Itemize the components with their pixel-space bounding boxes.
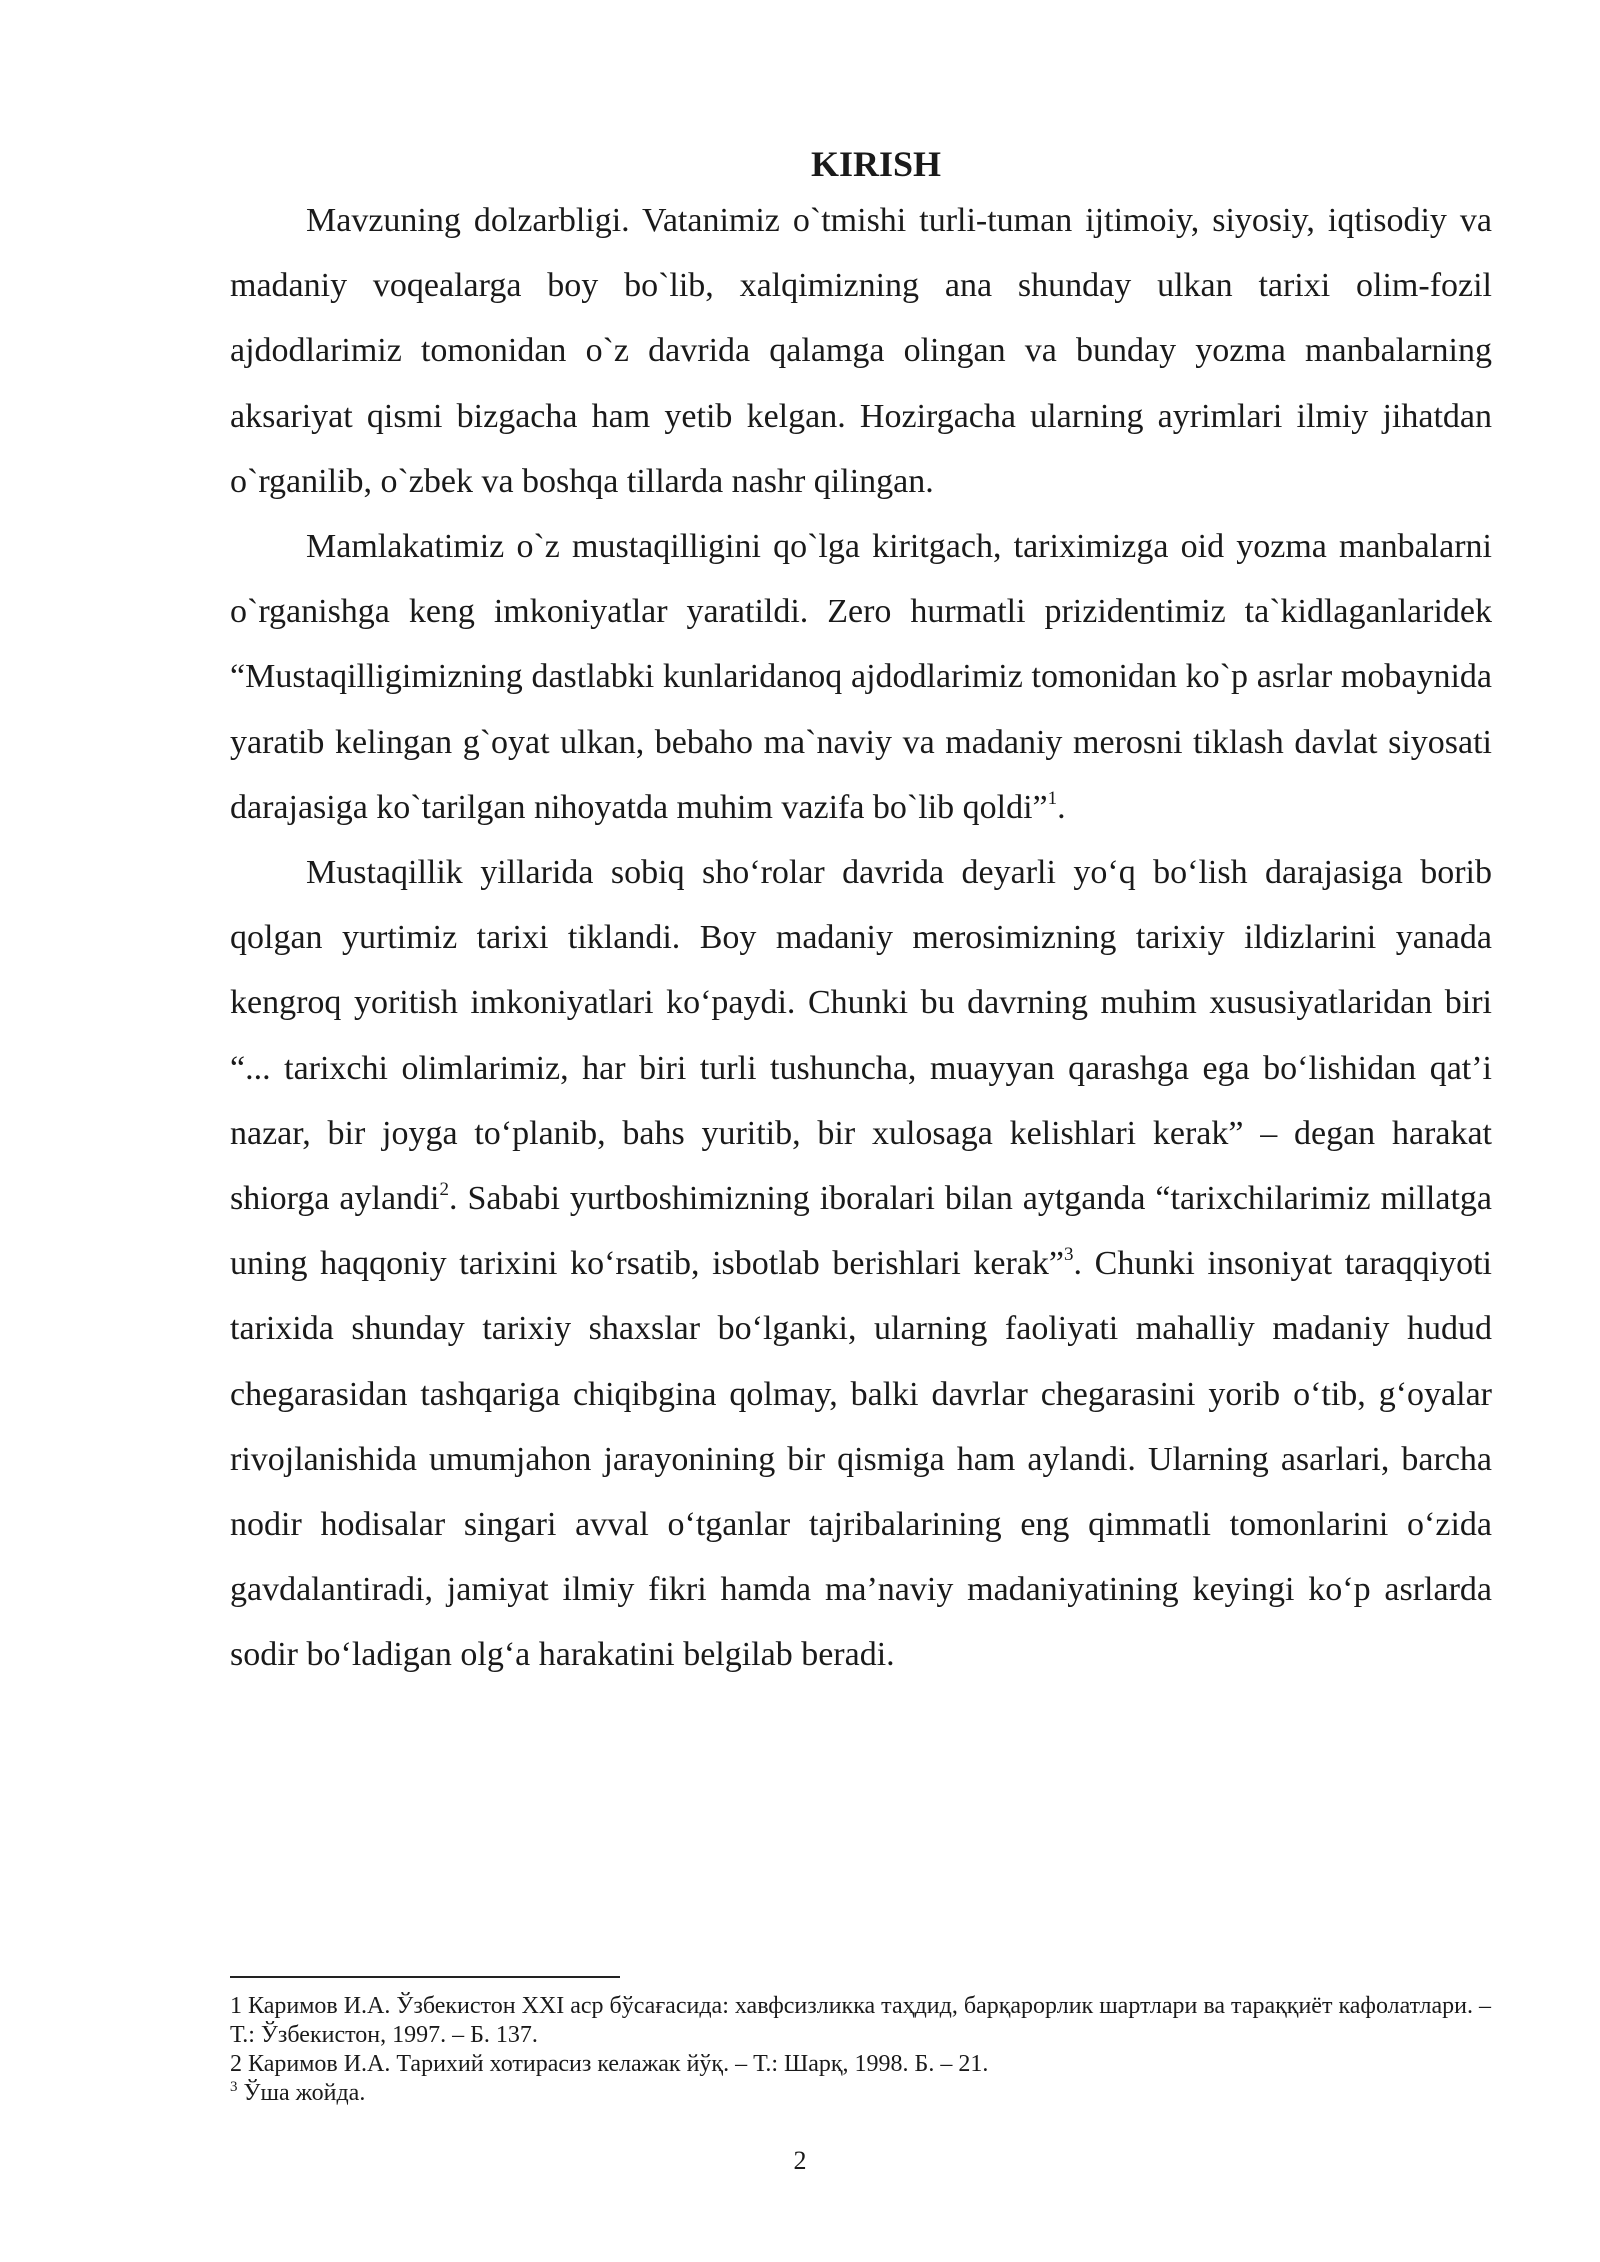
footnote-separator [230, 1976, 620, 1978]
footnote-1: 1 Каримов И.А. Ўзбекистон XXI аср бўсағасида: хавфсизликка таҳдид, барқарорлик шартлари ва тараққиёт кафолатлари. – Т.: Ўзбекистон, 1997. – Б. 137. [230, 1993, 1491, 2048]
footnote-ref-1[interactable]: 1 [1047, 787, 1058, 809]
footnote-ref-2[interactable]: 2 [439, 1178, 449, 1200]
paragraph-3-part-c: . Chunki insoniyat taraqqiyoti tarixida shunday tarixiy shaxslar bo‘lganki, ularning faoliyati mahalliy madaniy hudud chegarasidan tashqariga chiqibgina qolmay, balki davrlar chegarasini yorib o‘tib, g‘oyalar rivojlanishida umumjahon jarayonining bir qismiga ham aylandi. Ularning asarlari, barcha nodir hodisalar singari avval o‘tganlar tajribalarining eng qimmatli tomonlarini o‘zida gavdalantiradi, jamiyat ilmiy fikri hamda ma’naviy madaniyatining keyingi ko‘p asrlarda sodir bo‘ladigan olg‘a harakatini belgilab beradi. [230, 1245, 1492, 1674]
footnote-2: 2 Каримов И.А. Тарихий хотирасиз келажак йўқ. – Т.: Шарқ, 1998. Б. – 21. [230, 2051, 989, 2077]
main-text [230, 140, 1492, 1688]
paragraph-2 [230, 514, 1492, 840]
page-number: 2 [793, 2146, 807, 2175]
paragraph-1: Mavzuning dolzarbligi. Vatanimiz o`tmishi turli-tuman ijtimoiy, siyosiy, iqtisodiy va madaniy voqealarga boy bo`lib, xalqimizning ana shunday ulkan tarixi olim-fozil ajdodlarimiz tomonidan o`z davrida qalamga olingan va bunday yozma manbalarning aksariyat qismi bizgacha ham yetib kelgan. Hozirgacha ularning ayrimlari ilmiy jihatdan o`rganilib, o`zbek va boshqa tillarda nashr qilingan. [230, 202, 1492, 500]
footnote-ref-3[interactable]: 3 [1064, 1243, 1074, 1265]
footnote-3 [230, 2079, 1492, 2108]
paragraph-3 [230, 840, 1492, 1688]
paragraph-2-text: Mamlakatimiz o`z mustaqilligini qo`lga kiritgach, tariximizga oid yozma manbalarni o`rganishga keng imkoniyatlar yaratildi. Zero hurmatli prizidentimiz ta`kidlaganlaridek “Mustaqilligimizning dastlabki kunlaridanoq ajdodlarimiz tomonidan ko`p asrlar mobaynida yaratib kelingan g`oyat ulkan, bebaho ma`naviy va madaniy merosni tiklash davlat siyosati darajasiga ko`tarilgan nihoyatda muhim vazifa bo`lib qoldi” [230, 528, 1492, 826]
footnotes [230, 1992, 1492, 2108]
paragraph-2-end: . [1057, 788, 1066, 826]
footnote-3-text: Ўша жойда. [237, 2080, 366, 2106]
paragraph-3-part-b: . Sababi yurtboshimizning iboralari bilan aytganda “tarixchilarimiz millatga uning haqqoniy tarixini ko‘rsatib, isbotlab berishlari kerak” [230, 1180, 1492, 1283]
page-heading: KIRISH [810, 144, 942, 184]
footnote-3-number: 3 [230, 2079, 238, 2095]
paragraph-3-part-a: Mustaqillik yillarida sobiq sho‘rolar davrida deyarli yo‘q bo‘lish darajasiga borib qolgan yurtimiz tarixi tiklandi. Boy madaniy merosimizning tarixiy ildizlarini yanada kengroq yoritish imkoniyatlari ko‘paydi. Chunki bu davrning muhim xususiyatlaridan biri “... tarixchi olimlarimiz, har biri turli tushuncha, muayyan qarashga ega bo‘lishidan qat’i nazar, bir joyga to‘planib, bahs yuritib, bir xulosaga kelishlari kerak” – degan harakat shiorga aylandi [230, 854, 1492, 1218]
